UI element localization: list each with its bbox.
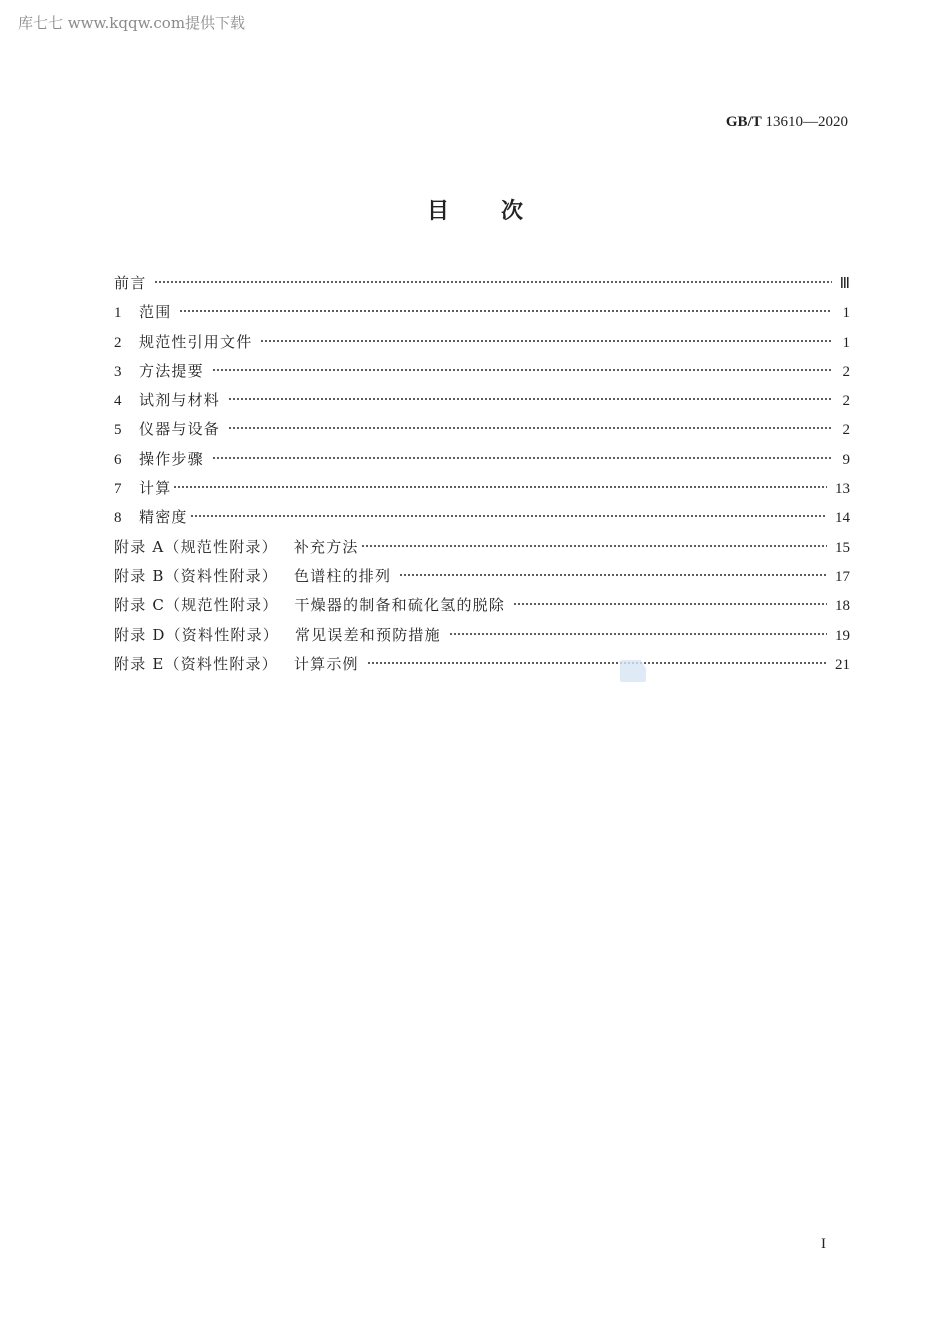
toc-entry[interactable] [114,536,850,565]
toc-annex-label: 附录 E（资料性附录） [114,654,278,673]
toc-entry[interactable] [114,477,850,506]
toc-entry-page: 18 [835,598,850,615]
standard-number: 13610—2020 [765,114,848,130]
toc-entry-page: 13 [835,481,850,498]
dot-leader [212,367,832,373]
toc-entry-number: 7 [114,481,122,498]
toc-entry-title: 操作步骤 [139,449,204,468]
toc-entry-page: 17 [835,568,850,585]
toc-entry-page: 9 [842,451,850,468]
toc-entry-page: Ⅲ [839,276,850,292]
dot-leader [179,308,832,314]
dot-leader [513,601,827,607]
toc-entry-page: 14 [835,510,850,527]
toc-entry-page: 2 [842,393,850,410]
watermark-stamp-icon [620,660,646,682]
standard-prefix: GB/T [725,114,762,130]
toc-entry[interactable] [114,594,850,623]
toc-entry[interactable] [114,301,850,330]
toc-entry-number: 1 [114,305,122,322]
toc-entry-number: 8 [114,510,122,527]
toc-entry-number: 5 [114,422,122,439]
toc-entry-title: 精密度 [139,508,188,527]
toc-annex-label: 附录 D（资料性附录） [114,625,279,644]
toc-entry-page: 1 [842,334,850,351]
toc-entry[interactable] [114,624,850,653]
watermark-text: 库七七 www.kqqw.com提供下载 [18,14,246,32]
toc-annex-label: 附录 A（规范性附录） [114,537,278,556]
toc-entry-page: 21 [835,656,850,673]
dot-leader [361,543,827,549]
page-number: I [821,1236,826,1252]
dot-leader [212,455,832,461]
toc-entry-number: 3 [114,363,122,380]
toc-entry[interactable] [114,506,850,535]
toc-entry[interactable] [114,418,850,447]
standard-code [726,114,848,131]
toc-entry-number: 4 [114,393,122,410]
toc-entry-title: 范围 [139,303,172,322]
toc-entry[interactable] [114,360,850,389]
toc-entry-page: 2 [842,422,850,439]
toc-entry-title: 计算 [139,479,172,498]
toc-entry[interactable] [114,272,850,301]
dot-leader [173,484,827,490]
toc-entry-title: 前言 [114,274,147,292]
toc-entry-title: 规范性引用文件 [139,332,253,351]
toc-entry[interactable] [114,448,850,477]
dot-leader [228,396,832,402]
toc-annex-label: 附录 B（资料性附录） [114,566,278,585]
toc-entry-title: 试剂与材料 [139,391,221,410]
dot-leader [399,572,827,578]
toc-entry-title: 干燥器的制备和硫化氢的脱除 [294,596,506,615]
toc-entry-page: 1 [842,305,850,322]
toc-title: 目次 [426,199,575,224]
dot-leader [260,338,832,344]
toc-entry-page: 2 [842,363,850,380]
toc-entry-page: 19 [835,627,850,644]
toc-entry-title: 方法提要 [139,361,204,380]
toc-entry-number: 6 [114,451,122,468]
toc-entry-title: 计算示例 [293,654,359,673]
dot-leader [367,660,827,666]
dot-leader [449,631,827,637]
toc-entry[interactable] [114,653,850,682]
toc-entry-number: 2 [114,334,122,351]
dot-leader [190,513,827,519]
toc-entry[interactable] [114,565,850,594]
dot-leader [228,425,832,431]
toc-entry-page: 15 [835,539,850,556]
toc-entry-title: 色谱柱的排列 [294,566,392,585]
dot-leader [154,279,831,285]
toc-entry-title: 仪器与设备 [139,420,221,439]
toc-entry[interactable] [114,331,850,360]
table-of-contents [114,272,850,682]
toc-entry-title: 补充方法 [293,537,359,556]
toc-entry[interactable] [114,389,850,418]
toc-annex-label: 附录 C（规范性附录） [114,596,279,615]
toc-entry-title: 常见误差和预防措施 [295,625,441,644]
